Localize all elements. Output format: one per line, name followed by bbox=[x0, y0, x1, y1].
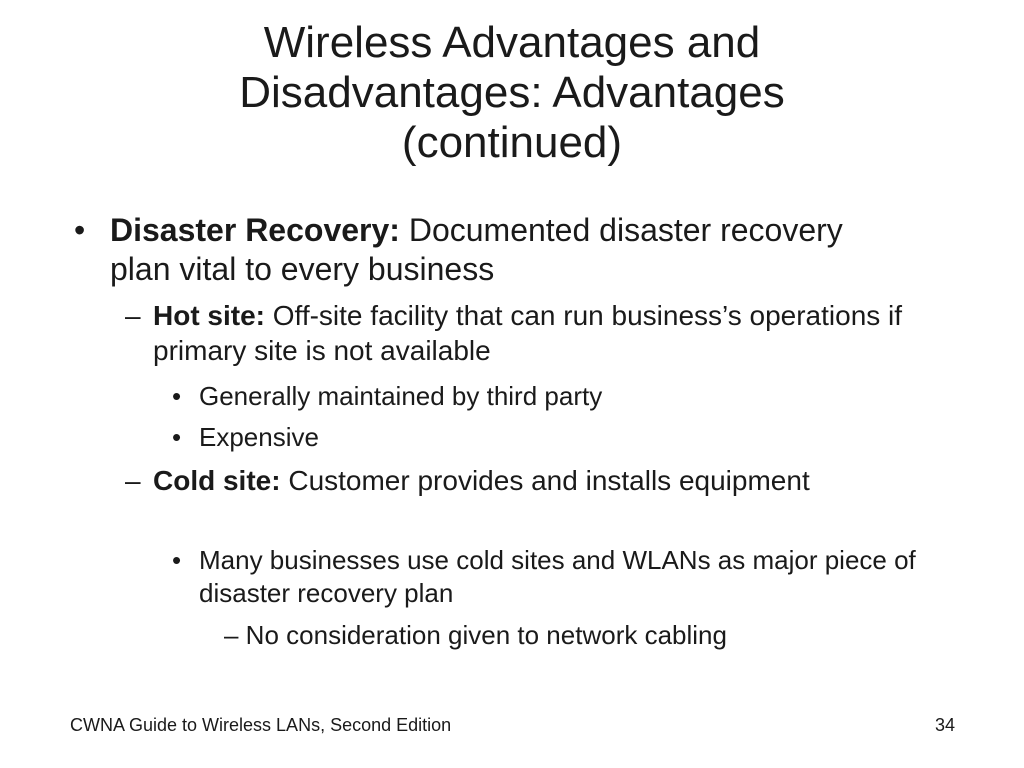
cold-site-term: Cold site: bbox=[153, 465, 281, 496]
bullet-hot-site-sub-1: Generally maintained by third party bbox=[199, 381, 603, 411]
hot-site-text: Off-site facility that can run business’s operations if primary site is not available bbox=[153, 300, 903, 366]
hot-site-sub-1-marker: • bbox=[172, 381, 182, 411]
bullet-disaster-recovery bbox=[110, 211, 870, 289]
hot-site-term: Hot site: bbox=[153, 300, 265, 331]
disaster-recovery-text: Documented disaster recovery plan vital to every business bbox=[110, 212, 843, 287]
bullet-cold-site-sub-1: Many businesses use cold sites and WLANs as major piece of disaster recovery plan bbox=[199, 545, 916, 608]
disaster-recovery-term: Disaster Recovery: bbox=[110, 212, 400, 248]
bullet-disaster-recovery-marker: • bbox=[74, 212, 86, 248]
bullet-hot-site-sub-2: Expensive bbox=[199, 422, 319, 452]
slide-title-line-2: Disadvantages: Advantages bbox=[239, 68, 785, 117]
cold-site-text: Customer provides and installs equipment bbox=[280, 465, 810, 496]
slide-title-line-1: Wireless Advantages and bbox=[263, 18, 761, 67]
hot-site-sub-2-marker: • bbox=[172, 422, 182, 452]
bullet-cold-site-sub-sub-1: – No consideration given to network cabling bbox=[224, 620, 727, 650]
bullet-cold-site bbox=[153, 463, 813, 498]
slide-title-line-3: (continued) bbox=[401, 118, 623, 167]
slide-title bbox=[100, 18, 924, 168]
bullet-hot-site bbox=[153, 298, 933, 368]
hot-site-dash: – bbox=[125, 300, 141, 331]
footer-text: CWNA Guide to Wireless LANs, Second Edition bbox=[70, 715, 452, 735]
cold-site-dash: – bbox=[125, 465, 141, 496]
cold-site-sub-1-marker: • bbox=[172, 545, 182, 575]
page-number: 34 bbox=[934, 715, 955, 735]
